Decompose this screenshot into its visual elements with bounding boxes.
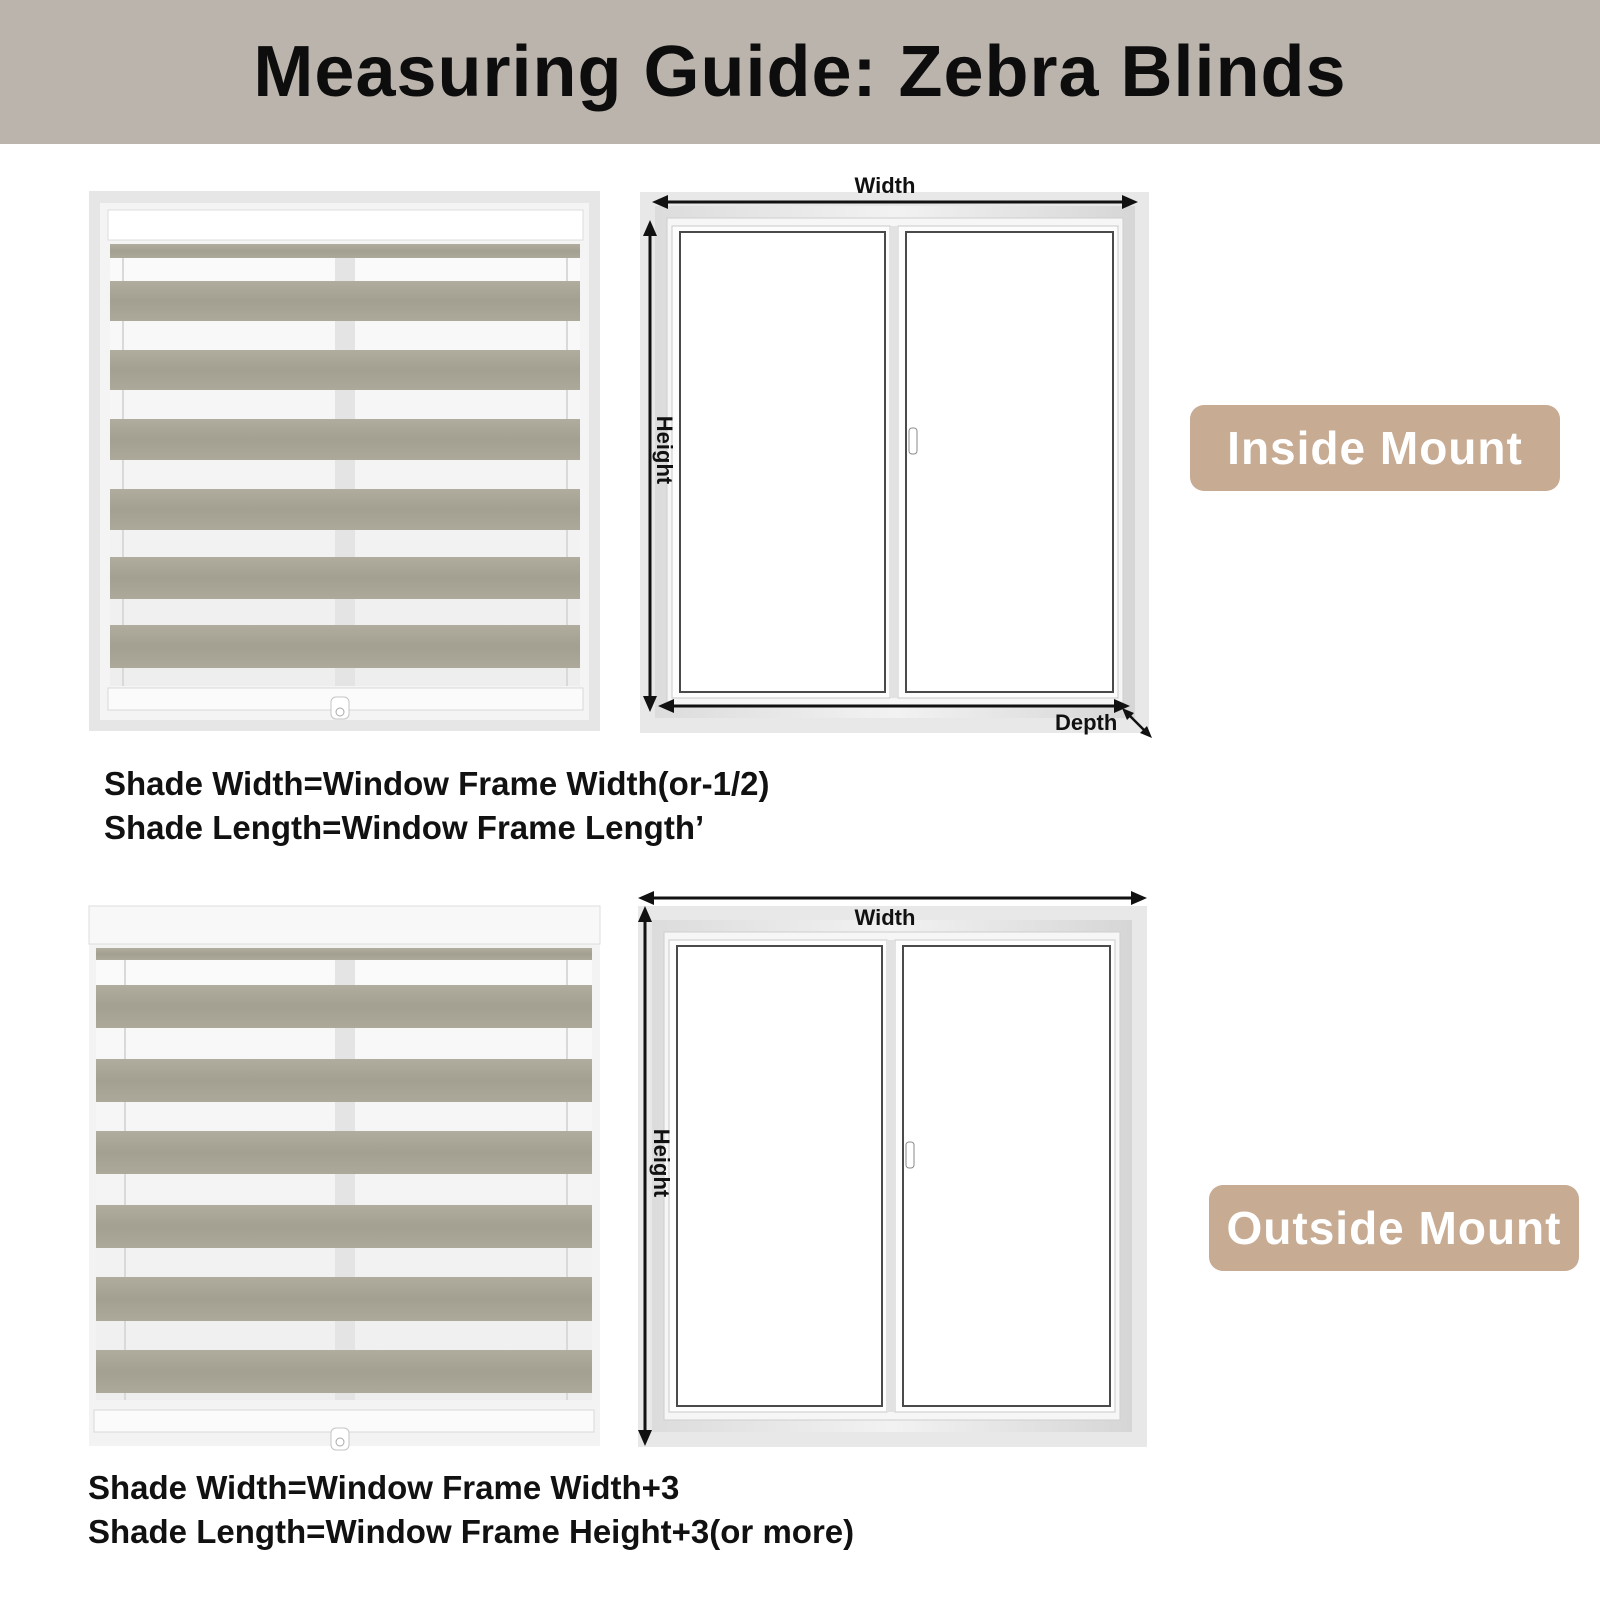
outside-window-right-pane (903, 946, 1110, 1406)
outside-window-left-pane (677, 946, 882, 1406)
inside-fabric-band (110, 489, 580, 530)
inside-fabric-band (110, 281, 580, 321)
inside-fabric-band (110, 419, 580, 460)
inside-formula-length: Shade Length=Window Frame Length’ (104, 809, 705, 846)
inside-depth-label: Depth (1055, 710, 1118, 735)
outside-window-latch (906, 1142, 914, 1168)
inside-width-label: Width (854, 173, 916, 198)
outside-fabric-band (96, 1131, 592, 1174)
inside-blind-illustration (89, 191, 600, 731)
outside-width-label: Width (854, 905, 916, 930)
outside-fabric-band (96, 1059, 592, 1102)
inside-window-left-pane (680, 232, 885, 692)
inside-formula-width: Shade Width=Window Frame Width(or-1/2) (104, 765, 770, 802)
outside-window-illustration (638, 891, 1147, 1447)
outside-blind-cassette (89, 906, 600, 944)
outside-fabric-band (96, 1350, 592, 1393)
outside-fabric-band (96, 1205, 592, 1248)
inside-mount-badge: Inside Mount (1190, 405, 1560, 491)
outside-formula-width: Shade Width=Window Frame Width+3 (88, 1469, 680, 1506)
inside-window-right-pane (906, 232, 1113, 692)
outside-blind-illustration (89, 906, 600, 1450)
outside-fabric-band (96, 985, 592, 1028)
outside-width-arrow (638, 891, 1147, 905)
inside-window-latch (909, 428, 917, 454)
inside-window-illustration (640, 192, 1152, 738)
outside-mount-badge: Outside Mount (1209, 1185, 1579, 1271)
inside-blind-cassette (108, 210, 583, 240)
inside-fabric-band (110, 350, 580, 390)
outside-formula-length: Shade Length=Window Frame Height+3(or more) (88, 1513, 855, 1550)
inside-fabric-band (110, 557, 580, 599)
outside-pull-handle (331, 1428, 349, 1450)
outside-height-label: Height (649, 1128, 674, 1198)
outside-fabric-band (96, 1277, 592, 1321)
inside-fabric-band (110, 625, 580, 668)
inside-height-label: Height (652, 415, 677, 485)
page-title: Measuring Guide: Zebra Blinds (253, 32, 1347, 112)
